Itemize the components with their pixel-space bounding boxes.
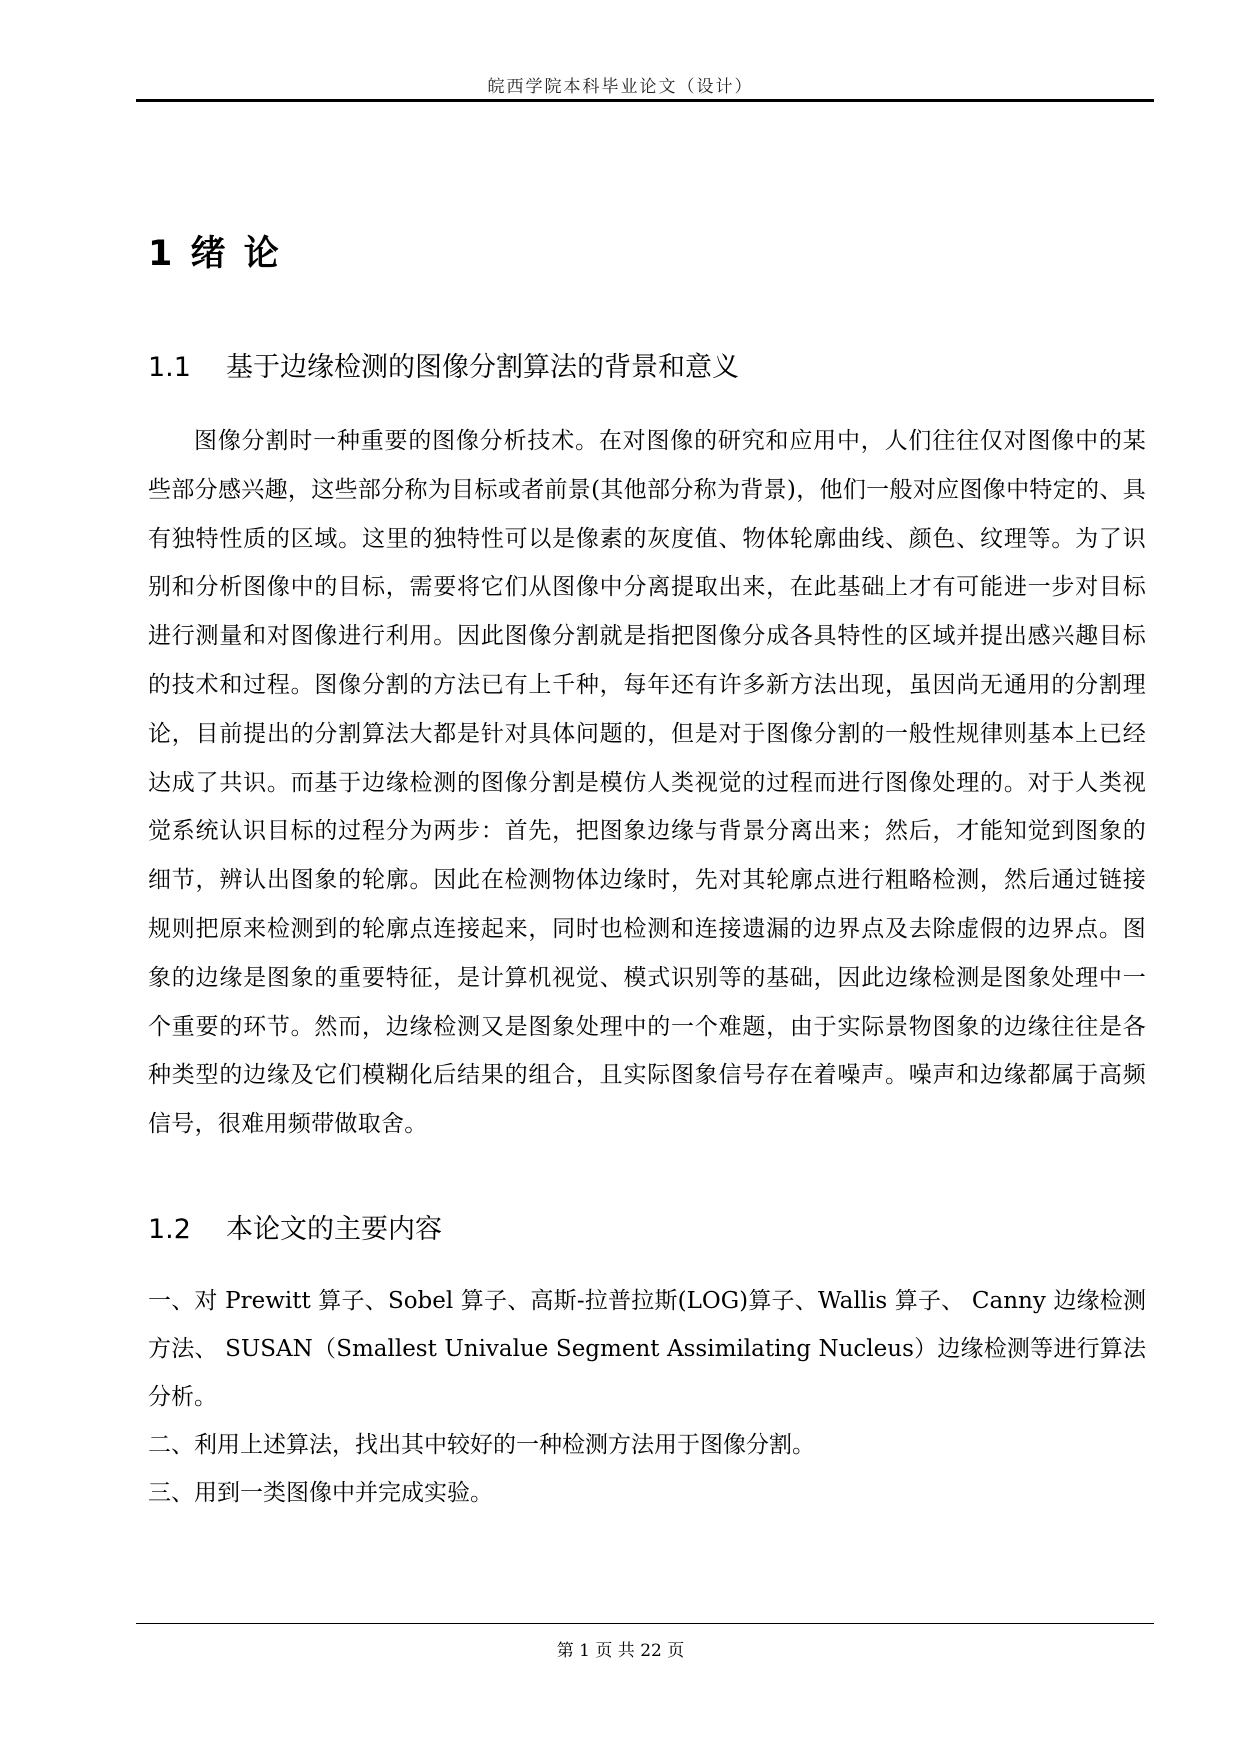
running-header: 皖西学院本科毕业论文（设计） bbox=[487, 77, 754, 97]
section-number: 1.2 bbox=[148, 1214, 191, 1245]
body-paragraph: 图像分割时一种重要的图像分析技术。在对图像的研究和应用中，人们往往仅对图像中的某些部分感兴趣，这些部分称为目标或者前景(其他部分称为背景)，他们一般对应图像中特定的、具有独特性质的区域。这里的独特性可以是像素的灰度值、物体轮廓曲线、颜色、纹理等。为了识别和分析图像中的目标，需要将它们从图像中分离提取出来，在此基础上才有可能进一步对目标进行测量和对图像进行利用。因此图像分割就是指把图像分成各具特性的区域并提出感兴趣目标的技术和过程。图像分割的方法已有上千种，每年还有许多新方法出现，虽因尚无通用的分割理论，目前提出的分割算法大都是针对具体问题的，但是对于图像分割的一般性规律则基本上已经达成了共识。而基于边缘检测的图像分割是模仿人类视觉的过程而进行图像处理的。对于人类视觉系统认识目标的过程分为两步：首先，把图象边缘与背景分离出来；然后，才能知觉到图象的细节，辨认出图象的轮廓。因此在检测物体边缘时，先对其轮廓点进行粗略检测，然后通过链接规则把原来检测到的轮廓点连接起来，同时也检测和连接遗漏的边界点及去除虚假的边界点。图象的边缘是图象的重要特征，是计算机视觉、模式识别等的基础，因此边缘检测是图象处理中一个重要的环节。然而，边缘检测又是图象处理中的一个难题，由于实际景物图象的边缘往往是各种类型的边缘及它们模糊化后结果的组合，且实际图象信号存在着噪声。噪声和边缘都属于高频信号，很难用频带做取舍。 bbox=[148, 428, 1146, 1138]
list-item: 三、用到一类图像中并完成实验。 bbox=[148, 1480, 493, 1506]
list-item: 二、利用上述算法，找出其中较好的一种检测方法用于图像分割。 bbox=[148, 1432, 815, 1458]
footer-rule bbox=[136, 1623, 1154, 1624]
main-content-list bbox=[148, 1277, 1146, 1517]
section-number: 1.1 bbox=[148, 352, 191, 383]
chapter-title: 1 绪 论 bbox=[148, 234, 282, 274]
page-number: 第 1 页 共 22 页 bbox=[556, 1641, 685, 1661]
section-heading-1-2 bbox=[148, 1212, 442, 1248]
section-heading-1-1 bbox=[148, 350, 739, 386]
header-rule bbox=[136, 99, 1154, 102]
section-title: 本论文的主要内容 bbox=[226, 1214, 442, 1245]
list-item: 一、对 Prewitt 算子、Sobel 算子、高斯-拉普拉斯(LOG)算子、Wallis 算子、 Canny 边缘检测方法、 SUSAN（Smallest Univalue Segment Assimilating Nucleus）边缘检测等进行算法分析。 bbox=[148, 1288, 1146, 1410]
section-title: 基于边缘检测的图像分割算法的背景和意义 bbox=[226, 352, 739, 383]
